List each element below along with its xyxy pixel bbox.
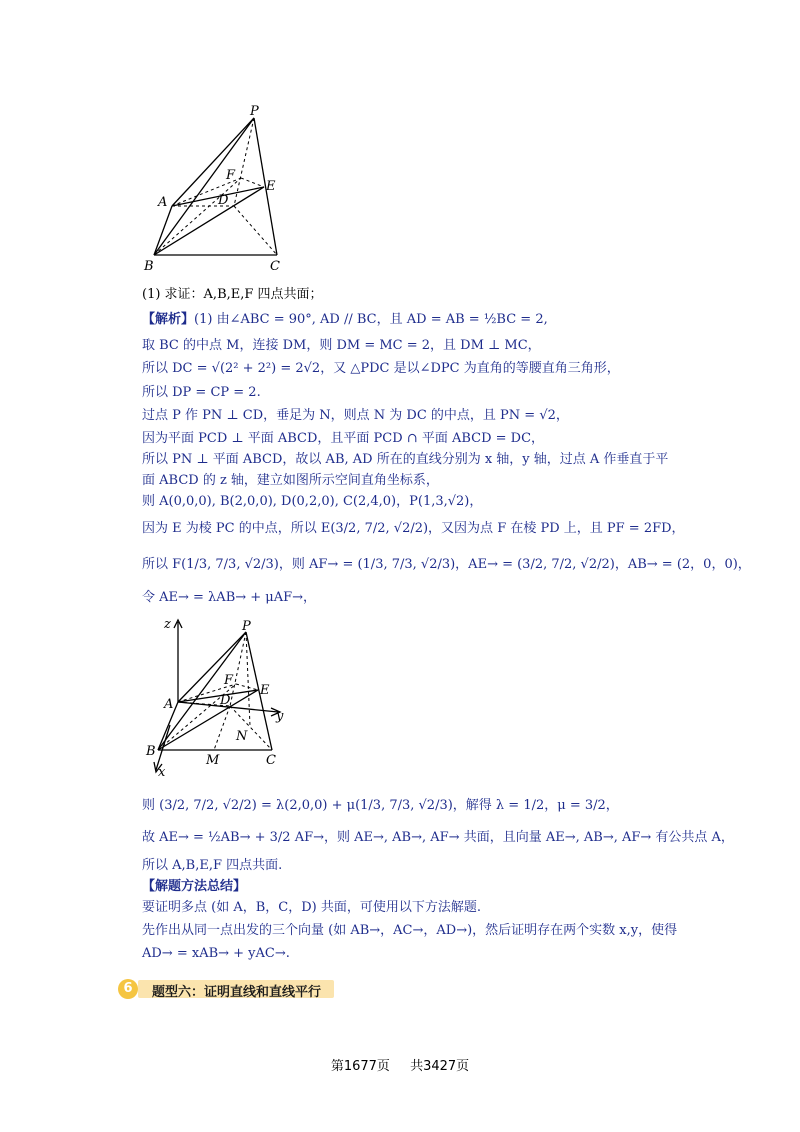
method-line-2: 先作出从同一点出发的三个向量 (如 AB→，AC→，AD→)，然后证明存在两个实数 x,y，使得 (142, 923, 678, 938)
label-E: E (260, 683, 270, 698)
pyramid-figure-1 (142, 104, 302, 278)
solution-line-15: 所以 A,B,E,F 四点共面. (142, 858, 283, 873)
label-F: F (224, 673, 234, 688)
label-D: D (218, 193, 229, 208)
axis-label-z: z (164, 617, 171, 632)
solution-line-12: 令 AE→ = λAB→ + μAF→， (142, 590, 317, 605)
label-D: D (220, 693, 231, 708)
solution-line-3: 所以 DC = √(2² + 2²) = 2√2，又 △PDC 是以∠DPC 为直角的等腰直角三角形， (142, 361, 620, 376)
analysis-tag: 【解析】 (142, 312, 195, 327)
section-number-badge: 6 (118, 979, 138, 999)
label-B: B (146, 744, 156, 759)
solution-line-7: 所以 PN ⊥ 平面 ABCD，故以 AB, AD 所在的直线分别为 x 轴，y 轴，过点 A 作垂直于平 (142, 452, 669, 467)
solution-line-5: 过点 P 作 PN ⊥ CD，垂足为 N，则点 N 为 DC 的中点，且 PN = √2， (142, 408, 569, 423)
solution-line-1: 【解析】(1) 由∠ABC = 90°, AD // BC，且 AD = AB = ½BC = 2, (142, 312, 548, 327)
label-C: C (270, 259, 280, 274)
total-pages: 共3427页 (410, 1059, 470, 1074)
page-footer (0, 1055, 800, 1074)
label-P: P (242, 619, 251, 634)
label-B: B (144, 259, 154, 274)
label-C: C (266, 753, 276, 768)
label-A: A (158, 195, 168, 210)
solution-line-8: 面 ABCD 的 z 轴，建立如图所示空间直角坐标系， (142, 473, 439, 488)
solution-line-13: 则 (3/2, 7/2, √2/2) = λ(2,0,0) + μ(1/3, 7/3, √2/3)，解得 λ = 1/2，μ = 3/2， (142, 798, 619, 813)
label-M: M (206, 753, 220, 768)
axis-label-y: y (276, 709, 284, 724)
section-title: 题型六：证明直线和直线平行 (152, 985, 322, 1000)
label-E: E (266, 179, 276, 194)
label-F: F (226, 168, 236, 183)
method-line-3: AD→ = xAB→ + yAC→. (142, 946, 290, 961)
label-N: N (236, 729, 248, 744)
solution-line-4: 所以 DP = CP = 2. (142, 385, 261, 400)
solution-line-11: 所以 F(1/3, 7/3, √2/3)，则 AF→ = (1/3, 7/3, √2/3)，AE→ = (3/2, 7/2, √2/2)，AB→ = (2，0，0)， (142, 557, 751, 572)
solution-line-6: 因为平面 PCD ⊥ 平面 ABCD，且平面 PCD ∩ 平面 ABCD = DC， (142, 431, 545, 446)
solution-line-14: 故 AE→ = ½AB→ + 3/2 AF→，则 AE→, AB→, AF→ 共面，且向量 AE→, AB→, AF→ 有公共点 A， (142, 830, 734, 845)
axis-label-x: x (158, 765, 166, 780)
solution-line-10: 因为 E 为棱 PC 的中点，所以 E(3/2, 7/2, √2/2)，又因为点 F 在棱 PD 上，且 PF = 2FD， (142, 521, 685, 536)
method-line-1: 要证明多点 (如 A，B，C，D) 共面，可使用以下方法解题. (142, 900, 481, 915)
label-P: P (250, 104, 259, 119)
page-number: 第1677页 (330, 1059, 390, 1074)
section-banner (118, 978, 334, 1000)
label-A: A (164, 697, 174, 712)
solution-line-2: 取 BC 的中点 M，连接 DM，则 DM = MC = 2，且 DM ⊥ MC， (142, 338, 541, 353)
pyramid-coordinate-figure (142, 612, 302, 784)
solution-line-9: 则 A(0,0,0), B(2,0,0), D(0,2,0), C(2,4,0)，P(1,3,√2)， (142, 494, 483, 509)
question-1: (1) 求证：A,B,E,F 四点共面； (142, 287, 323, 302)
method-summary-heading: 【解题方法总结】 (142, 879, 247, 894)
